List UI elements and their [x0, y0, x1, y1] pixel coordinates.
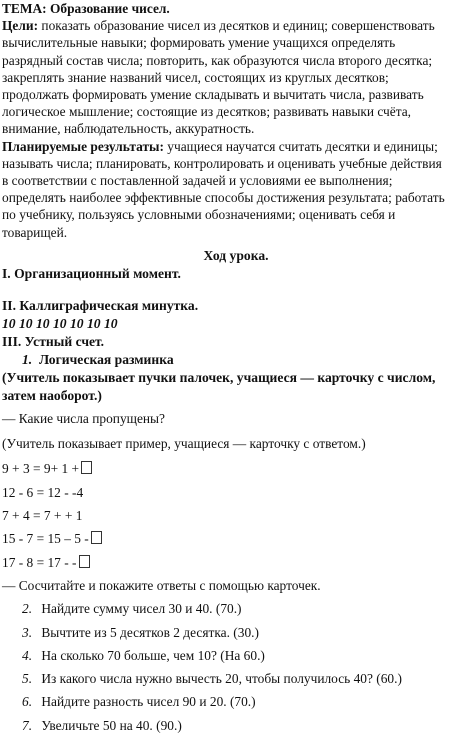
goals-line-2: разрядный состав числа; повторить, как образуются числа второго десятка; — [2, 52, 433, 68]
equation-text: 9 + 3 = 9+ 1 + — [2, 461, 80, 477]
topic-line — [2, 0, 470, 17]
goals-line-6: внимание, наблюдательность, аккуратность. — [2, 121, 255, 137]
results-line-2: в соответствии с поставленной задачей и условиями ее выполнения; — [2, 173, 393, 189]
subsection-1-heading — [2, 351, 470, 369]
subsection-1-number: 1. — [22, 351, 33, 367]
results-label: Планируемые результаты: — [2, 138, 164, 154]
instruction-line-0: (Учитель показывает пучки палочек, учащиеся — карточку с числом, — [2, 369, 436, 385]
list-item — [22, 667, 470, 690]
list-item-text: На сколько 70 больше, чем 10? (На 60.) — [41, 647, 265, 663]
list-item-text: Найдите разность чисел 90 и 20. (70.) — [41, 694, 256, 710]
list-item-number: 5. — [22, 671, 33, 687]
goals-label: Цели: — [2, 18, 39, 34]
topic-label: ТЕМА: — [2, 1, 47, 16]
goals-line-3: закреплять знание названий чисел, состоящих из круглых десятков; — [2, 69, 389, 85]
lesson-heading: Ход урока. — [203, 247, 269, 263]
goals-line-4: продолжать формировать умение складывать и вычитать числа, развивать — [2, 87, 424, 103]
equation-row — [2, 551, 470, 574]
question-line: — Какие числа пропущены? — [2, 410, 165, 426]
calligraphy-line: 10 10 10 10 10 10 10 — [2, 315, 118, 331]
header-block — [2, 0, 470, 241]
section-3-heading: III. Устный счет. — [2, 333, 105, 349]
task-list — [2, 597, 470, 737]
list-item-number: 4. — [22, 647, 33, 663]
blank-box-icon — [91, 531, 102, 544]
results-line-0 — [2, 138, 470, 155]
list-item-number: 3. — [22, 624, 33, 640]
list-item-number: 2. — [22, 601, 33, 617]
list-item-text: Найдите сумму чисел 30 и 40. (70.) — [41, 601, 242, 617]
equation-text: 7 + 4 = 7 + + 1 — [2, 508, 83, 524]
equation-text: 17 - 8 = 17 - - — [2, 554, 77, 570]
list-item-text: Увеличьте 50 на 40. (90.) — [41, 717, 182, 733]
list-item — [22, 621, 470, 644]
section-1-heading: I. Организационный момент. — [2, 265, 181, 281]
list-item — [22, 690, 470, 713]
list-item-number: 6. — [22, 694, 33, 710]
equation-text: 15 - 7 = 15 – 5 - — [2, 531, 89, 547]
results-line-3: определять наиболее эффективные способы достижения результата; работать — [2, 190, 445, 206]
subsection-1-title: Логическая разминка — [39, 351, 174, 367]
goals-line-5: логическое мышление; состоящие из десятков; развивать навыки счёта, — [2, 104, 412, 120]
blank-box-icon — [81, 461, 92, 474]
list-item — [22, 644, 470, 667]
count-prompt: — Сосчитайте и покажите ответы с помощью карточек. — [2, 577, 321, 593]
results-line-5: товарищей. — [2, 224, 68, 240]
list-item — [22, 597, 470, 620]
results-text: учащиеся научатся считать десятки и единицы; — [167, 138, 438, 154]
list-item-number: 7. — [22, 717, 33, 733]
equation-row — [2, 457, 470, 480]
goals-line-0 — [2, 17, 470, 34]
goals-text: показать образование чисел из десятков и единиц; совершенствовать — [41, 18, 435, 34]
equation-row — [2, 481, 470, 504]
section-2-heading: II. Каллиграфическая минутка. — [2, 297, 199, 313]
instruction-line-1: затем наоборот.) — [2, 387, 102, 403]
topic-title: Образование чисел. — [50, 1, 170, 16]
equation-row — [2, 504, 470, 527]
teacher-note: (Учитель показывает пример, учащиеся — карточку с ответом.) — [2, 436, 366, 452]
results-line-1: называть числа; планировать, контролировать и оценивать учебные действия — [2, 155, 442, 171]
list-item-text: Из какого числа нужно вычесть 20, чтобы получилось 40? (60.) — [41, 671, 402, 687]
list-item-text: Вычтите из 5 десятков 2 десятка. (30.) — [41, 624, 259, 640]
results-line-4: по учебнику, пользуясь условными обозначениями; оценивать себя и — [2, 207, 396, 223]
equation-text: 12 - 6 = 12 - -4 — [2, 484, 84, 500]
goals-line-1: вычислительные навыки; формировать умение учащихся определять — [2, 35, 396, 51]
exercise-block — [2, 407, 470, 737]
list-item — [22, 714, 470, 737]
blank-box-icon — [79, 555, 90, 568]
equation-row — [2, 527, 470, 550]
